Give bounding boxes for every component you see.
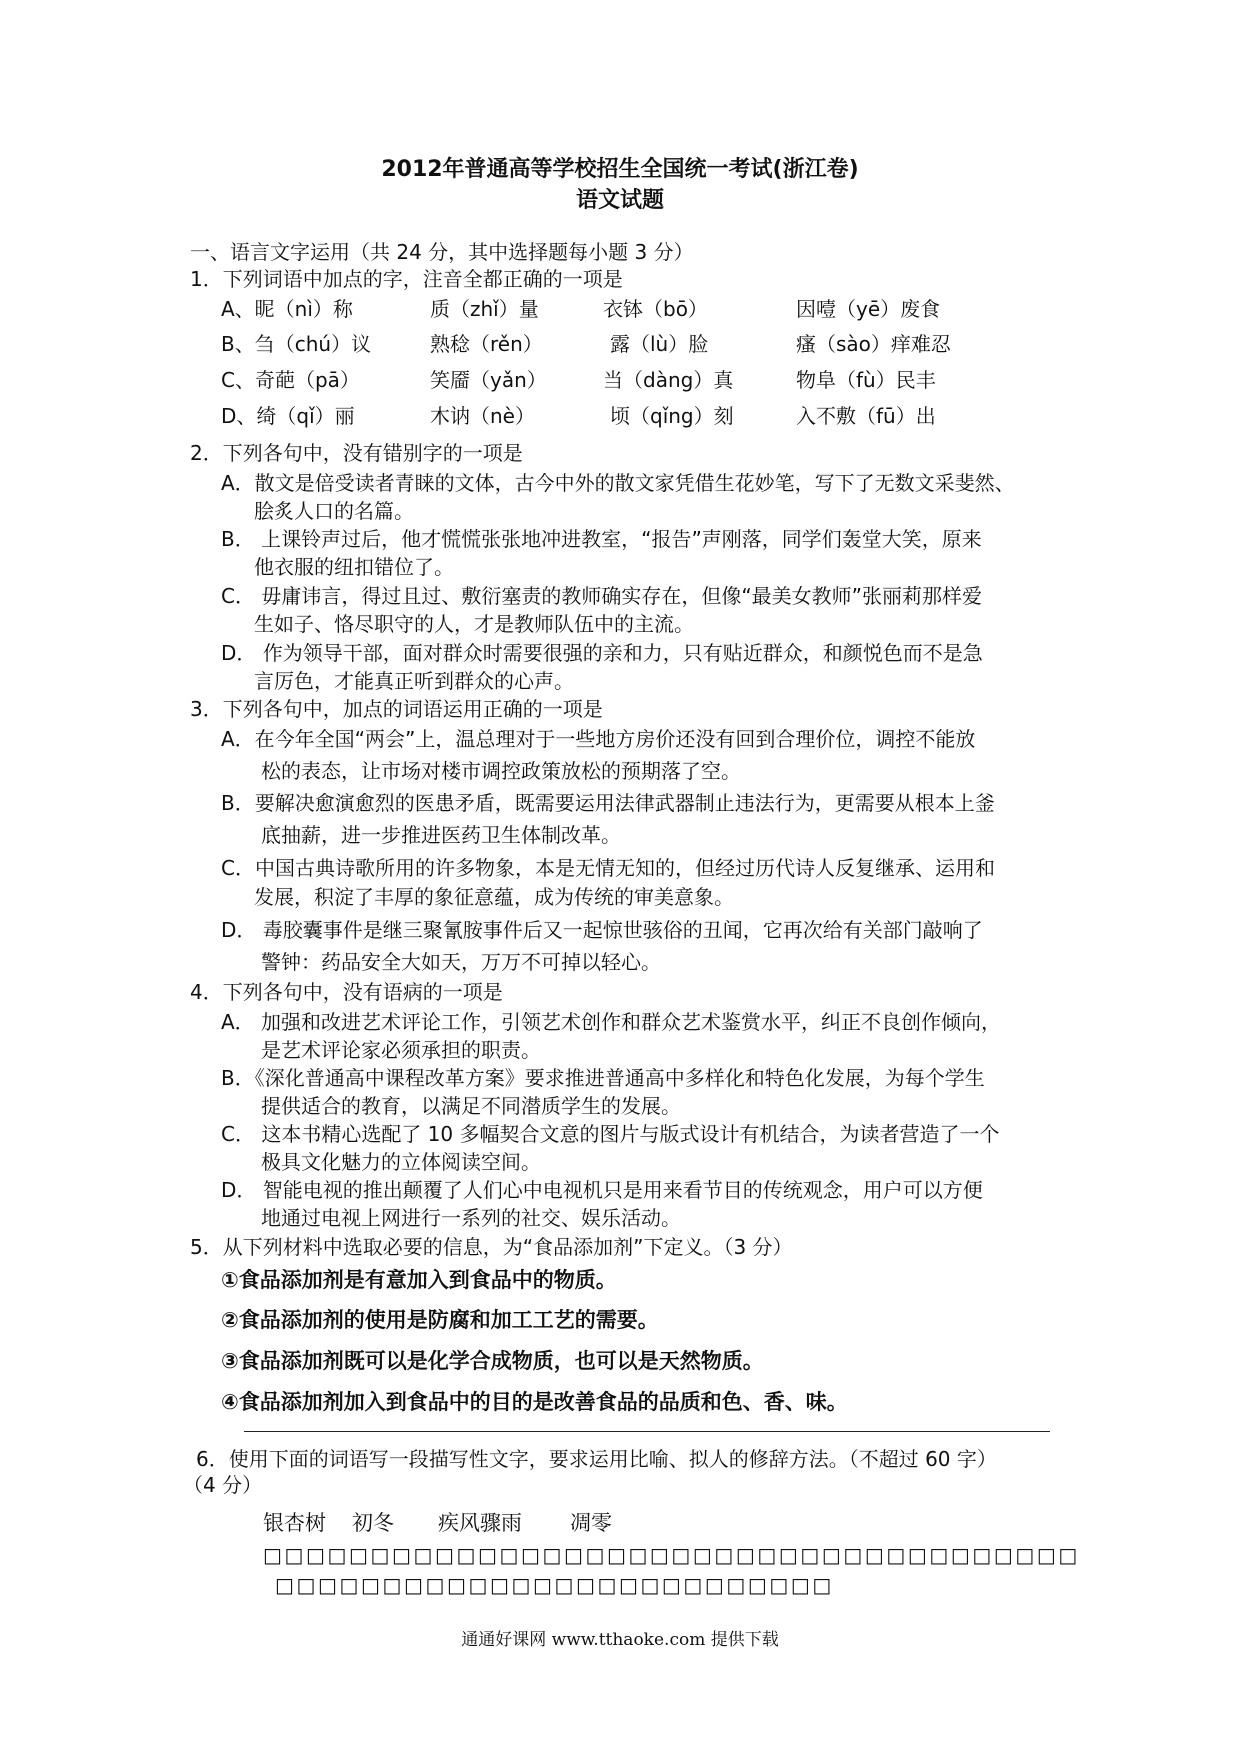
q1-option-cell: 瘙（sào）痒难忍 (796, 332, 951, 356)
q2-line: 脍炙人口的名篇。 (254, 499, 414, 523)
q1-option-cell: B、刍（chú）议 (221, 332, 372, 356)
q1-option-cell: 质（zhǐ）量 (430, 297, 539, 321)
q3-line: 发展，积淀了丰厚的象征意蕴，成为传统的审美意象。 (254, 885, 734, 909)
q5-stem: 5．从下列材料中选取必要的信息，为“食品添加剂”下定义。（3 分） (190, 1235, 793, 1259)
exam-title: 2012年普通高等学校招生全国统一考试(浙江卷) (381, 157, 859, 182)
q6-word: 初冬 (352, 1511, 394, 1535)
q1-option-cell: 当（dàng）真 (603, 368, 734, 392)
q2-line: A．散文是倍受读者青睐的文体，古今中外的散文家凭借生花妙笔，写下了无数文采斐然、 (221, 471, 1015, 495)
q1-option-cell: A、昵（nì）称 (221, 297, 353, 321)
q3-line: D． 毒胶囊事件是继三聚氰胺事件后又一起惊世骇俗的丑闻，它再次给有关部门敲响了 (221, 918, 983, 942)
q1-option-cell: D、绮（qǐ）丽 (221, 404, 355, 428)
q2-line: C． 毋庸讳言，得过且过、敷衍塞责的教师确实存在，但像“最美女教师”张丽莉那样爱 (221, 584, 983, 608)
q1-option-cell: C、奇葩（pā） (221, 368, 360, 392)
writing-grid-row[interactable]: □□□□□□□□□□□□□□□□□□□□□□□□□□□□□□□□□□□□□□ (263, 1543, 1080, 1567)
exam-subtitle: 语文试题 (575, 188, 664, 213)
q5-material: ①食品添加剂是有意加入到食品中的物质。 (221, 1268, 617, 1292)
q1-option-cell: 衣钵（bō） (603, 297, 708, 321)
writing-grid-row[interactable]: □□□□□□□□□□□□□□□□□□□□□□□□□□ (275, 1573, 834, 1597)
page-footer: 通通好课网 www.tthaoke.com 提供下载 (461, 1630, 779, 1650)
q2-line: 言厉色，才能真正听到群众的心声。 (254, 669, 574, 693)
q4-line: 是艺术评论家必须承担的职责。 (261, 1038, 541, 1062)
q1-option-cell: 木讷（nè） (430, 404, 535, 428)
q3-line: B．要解决愈演愈烈的医患矛盾，既需要运用法律武器制止违法行为，更需要从根本上釜 (221, 791, 995, 815)
q4-line: 地通过电视上网进行一系列的社交、娱乐活动。 (261, 1206, 681, 1230)
q1-option-cell: 物阜（fù）民丰 (796, 368, 936, 392)
q5-material: ②食品添加剂的使用是防腐和加工工艺的需要。 (221, 1308, 659, 1332)
q4-line: 极具文化魅力的立体阅读空间。 (261, 1150, 541, 1174)
q1-stem: 1．下列词语中加点的字，注音全都正确的一项是 (190, 267, 623, 291)
answer-rule (244, 1431, 1050, 1432)
q3-stem: 3．下列各句中，加点的词语运用正确的一项是 (190, 697, 603, 721)
q6-word: 银杏树 (263, 1511, 326, 1535)
q4-line: C． 这本书精心选配了 10 多幅契合文意的图片与版式设计有机结合，为读者营造了一个 (221, 1122, 1000, 1146)
q2-line: D． 作为领导干部，面对群众时需要很强的亲和力，只有贴近群众，和颜悦色而不是急 (221, 641, 983, 665)
q6-word: 凋零 (570, 1511, 612, 1535)
q6-word: 疾风骤雨 (438, 1511, 522, 1535)
q3-line: 底抽薪，进一步推进医药卫生体制改革。 (261, 823, 621, 847)
q1-option-cell: 入不敷（fū）出 (796, 404, 936, 428)
q1-option-cell: 顷（qǐng）刻 (610, 404, 734, 428)
q4-stem: 4．下列各句中，没有语病的一项是 (190, 980, 503, 1004)
q6-points: （4 分） (183, 1473, 263, 1497)
q3-line: 松的表态，让市场对楼市调控政策放松的预期落了空。 (261, 759, 741, 783)
q2-stem: 2．下列各句中，没有错别字的一项是 (190, 441, 523, 465)
q1-option-cell: 露（lù）脸 (610, 332, 709, 356)
q2-line: B． 上课铃声过后，他才慌慌张张地冲进教室，“报告”声刚落，同学们轰堂大笑，原来 (221, 527, 982, 551)
section1-heading: 一、语言文字运用（共 24 分，其中选择题每小题 3 分） (190, 240, 694, 264)
q3-line: 警钟：药品安全大如天，万万不可掉以轻心。 (261, 950, 661, 974)
q3-line: A．在今年全国“两会”上，温总理对于一些地方房价还没有回到合理价位，调控不能放 (221, 727, 976, 751)
q1-option-cell: 因噎（yē）废食 (796, 297, 941, 321)
q1-option-cell: 熟稔（rěn） (430, 332, 543, 356)
q2-line: 生如子、恪尽职守的人，才是教师队伍中的主流。 (254, 612, 694, 636)
q2-line: 他衣服的纽扣错位了。 (254, 555, 454, 579)
q5-material: ④食品添加剂加入到食品中的目的是改善食品的品质和色、香、味。 (221, 1390, 848, 1414)
q4-line: 提供适合的教育，以满足不同潜质学生的发展。 (261, 1094, 681, 1118)
q5-material: ③食品添加剂既可以是化学合成物质，也可以是天然物质。 (221, 1349, 764, 1373)
q4-line: D． 智能电视的推出颠覆了人们心中电视机只是用来看节目的传统观念，用户可以方便 (221, 1178, 983, 1202)
q1-option-cell: 笑靥（yǎn） (430, 368, 547, 392)
q3-line: C．中国古典诗歌所用的许多物象，本是无情无知的，但经过历代诗人反复继承、运用和 (221, 856, 995, 880)
q4-line: B．《深化普通高中课程改革方案》要求推进普通高中多样化和特色化发展，为每个学生 (221, 1066, 985, 1090)
q6-stem: 6．使用下面的词语写一段描写性文字，要求运用比喻、拟人的修辞方法。（不超过 60 字） (196, 1447, 997, 1471)
q4-line: A． 加强和改进艺术评论工作，引领艺术创作和群众艺术鉴赏水平，纠正不良创作倾向， (221, 1010, 1002, 1034)
